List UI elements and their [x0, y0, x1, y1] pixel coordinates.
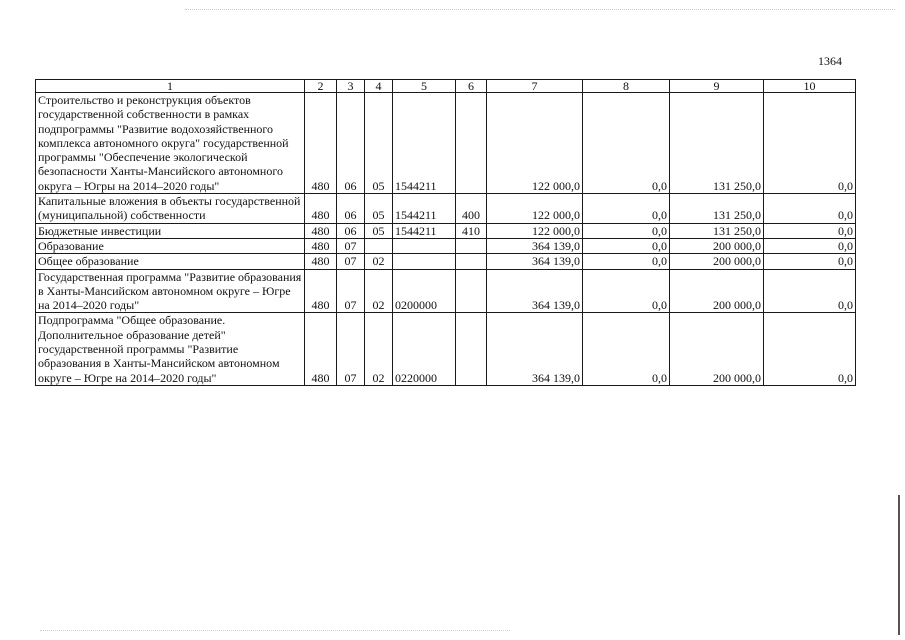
- cell-admin-code: 480: [305, 238, 337, 253]
- cell-amount: 0,0: [583, 93, 670, 194]
- table-row: [36, 223, 856, 238]
- cell-target-article: 1544211: [393, 223, 456, 238]
- cell-subsection: [365, 238, 393, 253]
- cell-target-article: 0220000: [393, 313, 456, 385]
- row-name: Общее образование: [36, 254, 305, 269]
- cell-expense-type: [456, 254, 487, 269]
- cell-amount: 200 000,0: [670, 313, 764, 385]
- cell-amount: 122 000,0: [487, 223, 583, 238]
- column-header: 7: [487, 80, 583, 93]
- column-header: 9: [670, 80, 764, 93]
- cell-expense-type: [456, 93, 487, 194]
- column-header: 1: [36, 80, 305, 93]
- cell-subsection: 02: [365, 254, 393, 269]
- cell-amount: 0,0: [583, 238, 670, 253]
- cell-section: 07: [337, 254, 365, 269]
- cell-section: 06: [337, 223, 365, 238]
- column-header: 5: [393, 80, 456, 93]
- table-header-row: [36, 80, 856, 93]
- cell-expense-type: [456, 269, 487, 313]
- cell-expense-type: 400: [456, 194, 487, 224]
- budget-table: [35, 79, 856, 386]
- cell-amount: 131 250,0: [670, 194, 764, 224]
- cell-amount: 364 139,0: [487, 313, 583, 385]
- cell-target-article: [393, 238, 456, 253]
- cell-section: 06: [337, 194, 365, 224]
- cell-amount: 122 000,0: [487, 194, 583, 224]
- cell-amount: 0,0: [583, 313, 670, 385]
- column-header: 2: [305, 80, 337, 93]
- table-row: [36, 269, 856, 313]
- cell-section: 07: [337, 269, 365, 313]
- cell-section: 07: [337, 313, 365, 385]
- cell-amount: 0,0: [764, 194, 856, 224]
- cell-amount: 200 000,0: [670, 269, 764, 313]
- cell-admin-code: 480: [305, 93, 337, 194]
- cell-admin-code: 480: [305, 223, 337, 238]
- cell-amount: 122 000,0: [487, 93, 583, 194]
- cell-amount: 364 139,0: [487, 254, 583, 269]
- cell-amount: 0,0: [583, 254, 670, 269]
- column-header: 10: [764, 80, 856, 93]
- column-header: 4: [365, 80, 393, 93]
- page-number: 1364: [818, 54, 842, 68]
- cell-subsection: 02: [365, 269, 393, 313]
- cell-subsection: 05: [365, 93, 393, 194]
- cell-amount: 131 250,0: [670, 223, 764, 238]
- column-header: 8: [583, 80, 670, 93]
- cell-amount: 0,0: [764, 93, 856, 194]
- table-row: [36, 254, 856, 269]
- row-name: Капитальные вложения в объекты государственной (муниципальной) собственности: [36, 194, 305, 224]
- cell-amount: 200 000,0: [670, 254, 764, 269]
- cell-target-article: 1544211: [393, 194, 456, 224]
- cell-amount: 0,0: [764, 238, 856, 253]
- cell-amount: 0,0: [583, 223, 670, 238]
- cell-target-article: 1544211: [393, 93, 456, 194]
- cell-amount: 0,0: [583, 269, 670, 313]
- row-name: Государственная программа "Развитие образования в Ханты-Мансийском автономном округе – Югре на 2014–2020 годы": [36, 269, 305, 313]
- table-row: [36, 194, 856, 224]
- cell-amount: 364 139,0: [487, 269, 583, 313]
- row-name: Подпрограмма "Общее образование. Дополнительное образование детей" государственной программы "Развитие образования в Ханты-Мансийском автономном округе – Югре на 2014–2020 годы": [36, 313, 305, 385]
- cell-subsection: 02: [365, 313, 393, 385]
- cell-section: 07: [337, 238, 365, 253]
- row-name: Бюджетные инвестиции: [36, 223, 305, 238]
- cell-subsection: 05: [365, 194, 393, 224]
- cell-admin-code: 480: [305, 269, 337, 313]
- cell-admin-code: 480: [305, 194, 337, 224]
- column-header: 3: [337, 80, 365, 93]
- cell-amount: 0,0: [764, 254, 856, 269]
- scan-artifact-bottom: [40, 630, 510, 631]
- cell-amount: 0,0: [764, 269, 856, 313]
- cell-expense-type: [456, 238, 487, 253]
- table-row: [36, 93, 856, 194]
- cell-amount: 364 139,0: [487, 238, 583, 253]
- cell-amount: 0,0: [764, 223, 856, 238]
- cell-subsection: 05: [365, 223, 393, 238]
- scan-artifact-top: [185, 9, 895, 10]
- column-header: 6: [456, 80, 487, 93]
- cell-expense-type: 410: [456, 223, 487, 238]
- cell-target-article: 0200000: [393, 269, 456, 313]
- cell-admin-code: 480: [305, 313, 337, 385]
- cell-admin-code: 480: [305, 254, 337, 269]
- cell-target-article: [393, 254, 456, 269]
- table-row: [36, 313, 856, 385]
- cell-amount: 200 000,0: [670, 238, 764, 253]
- cell-expense-type: [456, 313, 487, 385]
- row-name: Образование: [36, 238, 305, 253]
- scan-edge-shadow: [898, 495, 900, 635]
- row-name: Строительство и реконструкция объектов государственной собственности в рамках подпрограммы "Развитие водохозяйственного комплекса автономного округа" государственной программы "Обеспечение экологической безопасности Ханты-Мансийского автономного округа – Югры на 2014–2020 годы": [36, 93, 305, 194]
- table-row: [36, 238, 856, 253]
- cell-amount: 0,0: [764, 313, 856, 385]
- cell-amount: 0,0: [583, 194, 670, 224]
- cell-amount: 131 250,0: [670, 93, 764, 194]
- cell-section: 06: [337, 93, 365, 194]
